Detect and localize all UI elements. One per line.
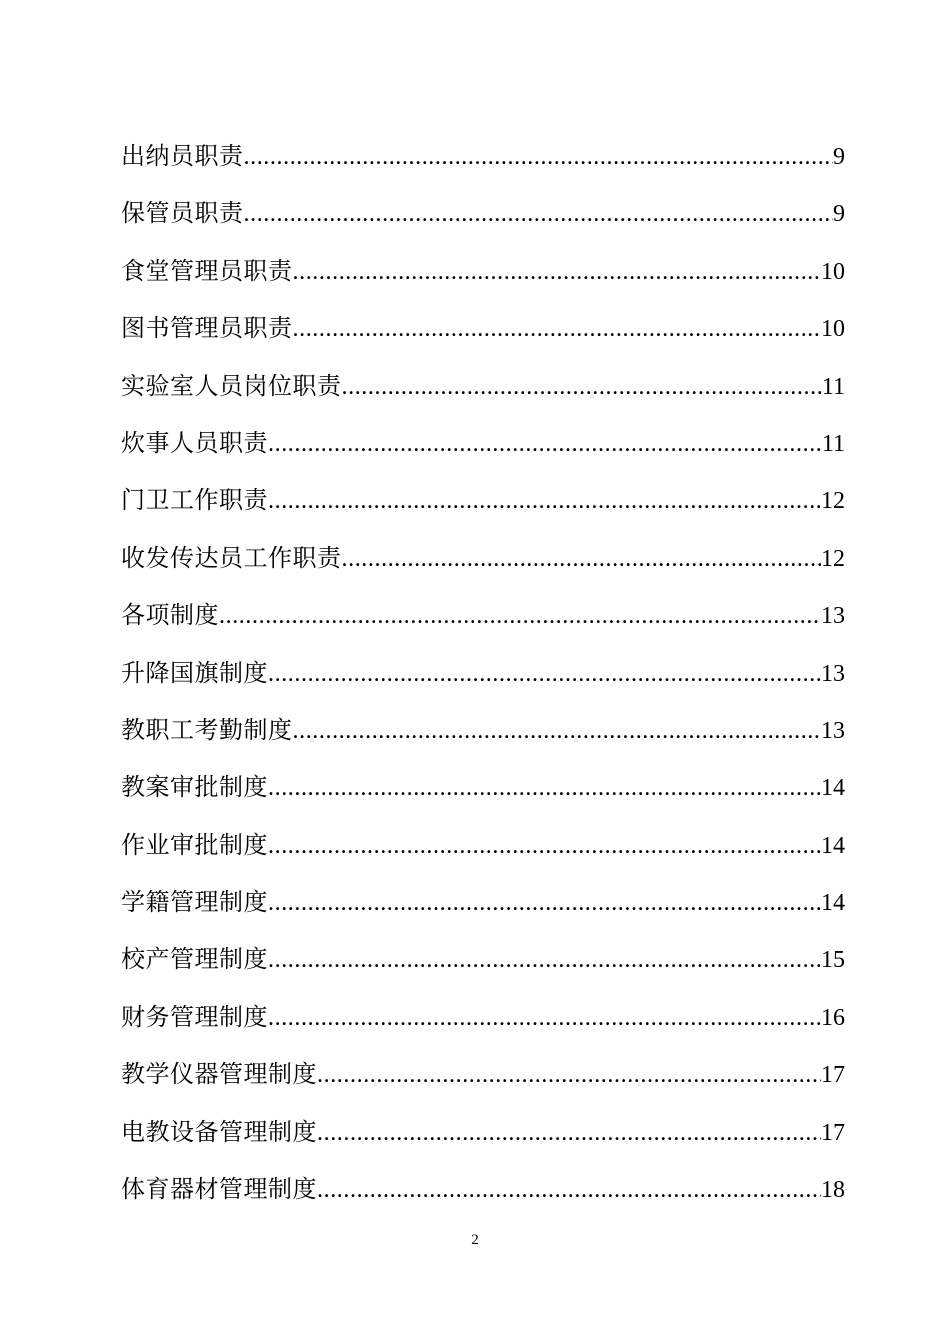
toc-entry-page: 13 <box>821 717 845 744</box>
toc-entry-page: 18 <box>821 1177 845 1204</box>
toc-entry[interactable] <box>121 1104 845 1161</box>
toc-entry-title: 图书管理员职责 <box>121 314 293 343</box>
toc-entry[interactable] <box>121 472 845 529</box>
toc-entry[interactable] <box>121 931 845 988</box>
toc-entry[interactable] <box>121 300 845 357</box>
toc-entry[interactable] <box>121 530 845 587</box>
toc-entry-page: 9 <box>833 144 845 170</box>
toc-entry[interactable] <box>121 702 845 759</box>
toc-dot-leader <box>342 531 822 588</box>
toc-entry[interactable] <box>121 587 845 644</box>
toc-entry-page: 14 <box>821 832 845 859</box>
toc-dot-leader <box>317 1162 821 1219</box>
toc-entry-page: 11 <box>821 373 845 400</box>
toc-entry-title: 校产管理制度 <box>121 945 268 974</box>
toc-entry-page: 14 <box>821 890 845 917</box>
toc-entry-title: 作业审批制度 <box>121 830 268 859</box>
toc-entry[interactable] <box>121 989 845 1046</box>
toc-dot-leader <box>293 244 822 301</box>
toc-dot-leader <box>268 990 821 1047</box>
page-number: 2 <box>471 1232 479 1248</box>
toc-entry-page: 14 <box>821 775 845 802</box>
toc-dot-leader <box>293 301 822 358</box>
toc-entry[interactable] <box>121 874 845 931</box>
toc-entry-title: 各项制度 <box>121 601 219 630</box>
toc-entry-title: 体育器材管理制度 <box>121 1175 317 1204</box>
toc-entry-page: 17 <box>821 1119 845 1146</box>
toc-entry-page: 11 <box>821 430 845 457</box>
toc-entry-title: 教学仪器管理制度 <box>121 1060 317 1089</box>
toc-dot-leader <box>342 359 822 416</box>
toc-dot-leader <box>268 416 822 473</box>
toc-entry-page: 12 <box>821 545 845 572</box>
toc-dot-leader <box>244 129 834 186</box>
toc-entry-page: 16 <box>821 1004 845 1031</box>
toc-entry[interactable] <box>121 358 845 415</box>
toc-dot-leader <box>268 875 821 932</box>
toc-dot-leader <box>268 932 821 989</box>
toc-entry-title: 升降国旗制度 <box>121 658 268 687</box>
toc-entry-title: 电教设备管理制度 <box>121 1117 317 1146</box>
toc-dot-leader <box>317 1047 821 1104</box>
toc-entry[interactable] <box>121 415 845 472</box>
toc-entry[interactable] <box>121 185 845 242</box>
toc-entry-title: 出纳员职责 <box>121 142 244 170</box>
table-of-contents <box>121 128 845 1218</box>
toc-entry-page: 10 <box>821 258 845 285</box>
toc-entry-page: 17 <box>821 1062 845 1089</box>
toc-entry[interactable] <box>121 645 845 702</box>
toc-entry[interactable] <box>121 243 845 300</box>
toc-entry-title: 财务管理制度 <box>121 1002 268 1031</box>
toc-entry-title: 食堂管理员职责 <box>121 256 293 285</box>
toc-dot-leader <box>219 588 821 645</box>
toc-entry-title: 学籍管理制度 <box>121 888 268 917</box>
toc-entry-page: 10 <box>821 316 845 343</box>
toc-entry[interactable] <box>121 1161 845 1218</box>
toc-entry-page: 15 <box>821 947 845 974</box>
toc-entry-title: 保管员职责 <box>121 199 244 228</box>
toc-entry-page: 13 <box>821 660 845 687</box>
toc-entry-page: 13 <box>821 603 845 630</box>
toc-entry-title: 门卫工作职责 <box>121 486 268 515</box>
toc-dot-leader <box>293 703 822 760</box>
toc-dot-leader <box>268 818 821 875</box>
toc-dot-leader <box>244 186 834 243</box>
toc-dot-leader <box>268 760 821 817</box>
toc-entry[interactable] <box>121 1046 845 1103</box>
toc-dot-leader <box>268 473 821 530</box>
toc-entry-title: 实验室人员岗位职责 <box>121 371 342 400</box>
toc-dot-leader <box>317 1105 821 1162</box>
toc-entry-title: 教案审批制度 <box>121 773 268 802</box>
toc-entry[interactable] <box>121 128 845 185</box>
toc-entry[interactable] <box>121 817 845 874</box>
toc-entry-title: 炊事人员职责 <box>121 428 268 457</box>
toc-dot-leader <box>268 646 821 703</box>
toc-entry-page: 9 <box>833 201 845 228</box>
toc-entry-title: 收发传达员工作职责 <box>121 543 342 572</box>
toc-entry[interactable] <box>121 759 845 816</box>
toc-entry-title: 教职工考勤制度 <box>121 715 293 744</box>
toc-entry-page: 12 <box>821 488 845 515</box>
